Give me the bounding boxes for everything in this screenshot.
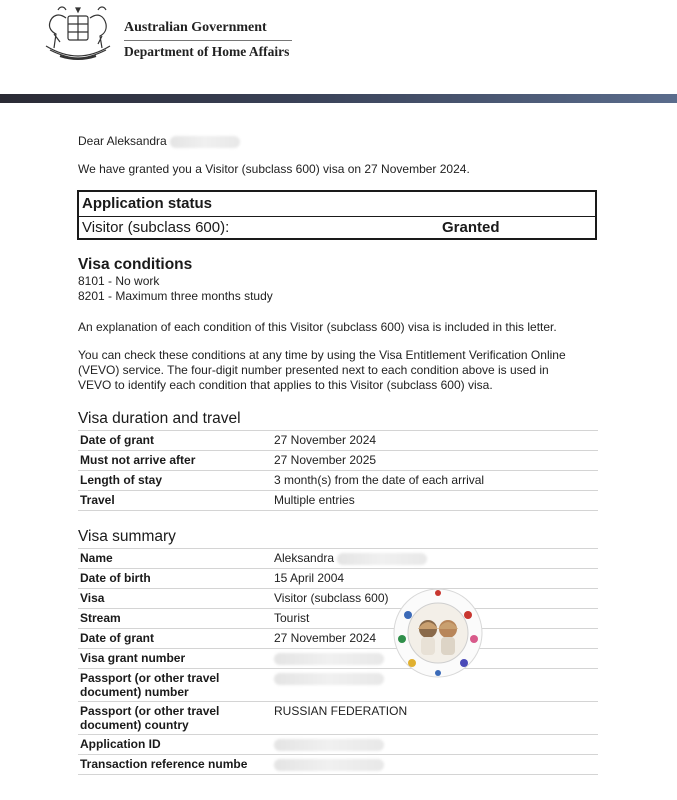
vevo-line-1: You can check these conditions at any time by using the Visa Entitlement Verification Online (78, 348, 566, 362)
row-value: 27 November 2024 (272, 629, 598, 649)
duration-table (78, 430, 598, 511)
row-label: Stream (78, 609, 272, 629)
coat-of-arms-icon (36, 4, 120, 66)
table-row (78, 471, 598, 491)
duration-heading: Visa duration and travel (78, 410, 241, 427)
row-label: Visa grant number (78, 649, 272, 669)
table-row (78, 549, 598, 569)
row-label: Length of stay (78, 471, 272, 491)
conditions-explanation: An explanation of each condition of this Visitor (subclass 600) visa is included in this letter. (78, 320, 557, 334)
table-row (78, 629, 598, 649)
row-label: Passport (or other travel document) country (78, 702, 272, 735)
table-row (78, 735, 598, 755)
row-label: Name (78, 549, 272, 569)
redacted-value (274, 653, 384, 665)
row-label: Visa (78, 589, 272, 609)
row-value: 27 November 2025 (272, 451, 598, 471)
row-value (272, 549, 598, 569)
salutation (78, 134, 240, 149)
table-row (78, 451, 598, 471)
visa-conditions-heading: Visa conditions (78, 256, 193, 273)
row-label: Transaction reference numbe (78, 755, 272, 775)
redacted-surname (337, 553, 427, 565)
condition-item: 8101 - No work (78, 274, 160, 288)
vevo-line-2: (VEVO) service. The four-digit number presented next to each condition above is used in (78, 363, 549, 377)
summary-table (78, 548, 598, 775)
row-value: Tourist (272, 609, 598, 629)
redacted-surname (170, 136, 240, 148)
status-label: Visitor (subclass 600): (82, 219, 230, 236)
table-row (78, 669, 598, 702)
redacted-value (274, 739, 384, 751)
travel-stamp-icon (390, 585, 486, 681)
row-value: 3 month(s) from the date of each arrival (272, 471, 598, 491)
status-divider (79, 216, 595, 217)
row-value: RUSSIAN FEDERATION (272, 702, 598, 735)
condition-item: 8201 - Maximum three months study (78, 289, 273, 303)
letterhead (0, 0, 677, 96)
row-value (272, 755, 598, 775)
row-value: 15 April 2004 (272, 569, 598, 589)
table-row (78, 755, 598, 775)
table-row (78, 589, 598, 609)
header-divider (124, 40, 292, 41)
summary-heading: Visa summary (78, 528, 176, 545)
grant-intro: We have granted you a Visitor (subclass 600) visa on 27 November 2024. (78, 162, 470, 176)
row-value: Visitor (subclass 600) (272, 589, 598, 609)
redacted-value (274, 673, 384, 685)
table-row (78, 702, 598, 735)
salutation-text: Dear Aleksandra (78, 134, 167, 148)
row-label: Date of grant (78, 431, 272, 451)
row-label: Date of grant (78, 629, 272, 649)
redacted-value (274, 759, 384, 771)
application-status-box (77, 190, 597, 240)
row-value: Multiple entries (272, 491, 598, 511)
table-row (78, 569, 598, 589)
row-label: Date of birth (78, 569, 272, 589)
status-value: Granted (442, 219, 500, 236)
department-name: Department of Home Affairs (124, 44, 290, 59)
row-label: Travel (78, 491, 272, 511)
row-label: Must not arrive after (78, 451, 272, 471)
table-row (78, 609, 598, 629)
row-label: Passport (or other travel document) number (78, 669, 272, 702)
table-row (78, 431, 598, 451)
table-row (78, 491, 598, 511)
name-value: Aleksandra (274, 551, 335, 565)
government-name: Australian Government (124, 20, 267, 35)
table-row (78, 649, 598, 669)
row-value: 27 November 2024 (272, 431, 598, 451)
header-bar (0, 94, 677, 103)
row-value (272, 735, 598, 755)
row-label: Application ID (78, 735, 272, 755)
vevo-line-3: VEVO to identify each condition that applies to this Visitor (subclass 600) visa. (78, 378, 493, 392)
application-status-title: Application status (82, 195, 213, 212)
